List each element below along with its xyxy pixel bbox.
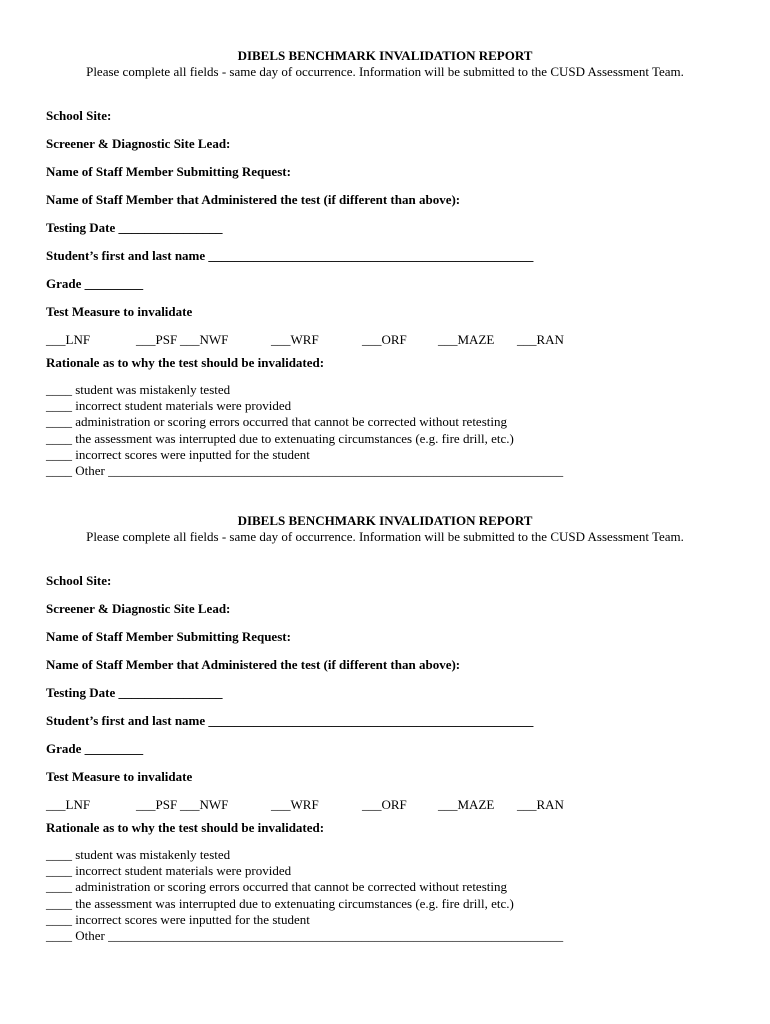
reason-other[interactable]: ____ Other ______________________________________________________________________ [46, 463, 564, 479]
reason-scoring-errors[interactable]: ____ administration or scoring errors occurred that cannot be corrected without retesting [46, 879, 507, 895]
measure-wrf[interactable]: ___WRF [271, 332, 319, 347]
reason-incorrect-scores[interactable]: ____ incorrect scores were inputted for the student [46, 911, 310, 927]
measure-orf[interactable]: ___ORF [362, 797, 407, 812]
reason-interrupted[interactable]: ____ the assessment was interrupted due to extenuating circumstances (e.g. fire drill, etc.) [46, 895, 514, 911]
rationale-list [46, 847, 563, 944]
rationale-heading: Rationale as to why the test should be invalidated: [46, 820, 325, 835]
reason-mistakenly-tested[interactable]: ____ student was mistakenly tested [46, 847, 231, 862]
measure-nwf[interactable]: ___NWF [180, 797, 229, 812]
measure-ran[interactable]: ___RAN [517, 797, 564, 812]
measure-wrf[interactable]: ___WRF [271, 797, 319, 812]
measure-orf[interactable]: ___ORF [362, 332, 407, 347]
form-subtitle: Please complete all fields - same day of occurrence. Information will be submitted to the CUSD Assessment Team. [86, 64, 684, 79]
screener-lead-field[interactable]: Screener & Diagnostic Site Lead: [46, 601, 231, 616]
measure-nwf[interactable]: ___NWF [180, 332, 229, 347]
measure-lnf[interactable]: ___LNF [46, 797, 91, 812]
reason-scoring-errors[interactable]: ____ administration or scoring errors occurred that cannot be corrected without retesting [46, 414, 507, 430]
measure-psf[interactable]: ___PSF [136, 797, 178, 812]
student-name-field[interactable]: Student’s first and last name __________________________________________________ [46, 248, 534, 263]
grade-field[interactable]: Grade _________ [46, 276, 144, 291]
staff-submitting-field[interactable]: Name of Staff Member Submitting Request: [46, 629, 291, 644]
staff-administered-field[interactable]: Name of Staff Member that Administered the test (if different than above): [46, 657, 461, 672]
form-subtitle: Please complete all fields - same day of occurrence. Information will be submitted to the CUSD Assessment Team. [86, 529, 684, 544]
rationale-heading: Rationale as to why the test should be invalidated: [46, 355, 325, 370]
school-site-field[interactable]: School Site: [46, 573, 112, 588]
measure-maze[interactable]: ___MAZE [438, 797, 495, 812]
testing-date-field[interactable]: Testing Date ________________ [46, 220, 223, 235]
form-title: DIBELS BENCHMARK INVALIDATION REPORT [237, 513, 533, 528]
staff-submitting-field[interactable]: Name of Staff Member Submitting Request: [46, 164, 291, 179]
measure-maze[interactable]: ___MAZE [438, 332, 495, 347]
screener-lead-field[interactable]: Screener & Diagnostic Site Lead: [46, 136, 231, 151]
reason-mistakenly-tested[interactable]: ____ student was mistakenly tested [46, 382, 231, 397]
form-title: DIBELS BENCHMARK INVALIDATION REPORT [237, 48, 533, 63]
staff-administered-field[interactable]: Name of Staff Member that Administered the test (if different than above): [46, 192, 461, 207]
reason-other[interactable]: ____ Other ______________________________________________________________________ [46, 928, 564, 944]
reason-incorrect-scores[interactable]: ____ incorrect scores were inputted for the student [46, 446, 310, 462]
school-site-field[interactable]: School Site: [46, 108, 112, 123]
student-name-field[interactable]: Student’s first and last name __________________________________________________ [46, 713, 534, 728]
measure-lnf[interactable]: ___LNF [46, 332, 91, 347]
measure-psf[interactable]: ___PSF [136, 332, 178, 347]
grade-field[interactable]: Grade _________ [46, 741, 144, 756]
rationale-list [46, 382, 563, 479]
test-measure-heading: Test Measure to invalidate [46, 304, 193, 319]
testing-date-field[interactable]: Testing Date ________________ [46, 685, 223, 700]
reason-incorrect-materials[interactable]: ____ incorrect student materials were provided [46, 863, 292, 879]
measure-ran[interactable]: ___RAN [517, 332, 564, 347]
test-measure-heading: Test Measure to invalidate [46, 769, 193, 784]
reason-interrupted[interactable]: ____ the assessment was interrupted due to extenuating circumstances (e.g. fire drill, etc.) [46, 430, 514, 446]
reason-incorrect-materials[interactable]: ____ incorrect student materials were provided [46, 398, 292, 414]
